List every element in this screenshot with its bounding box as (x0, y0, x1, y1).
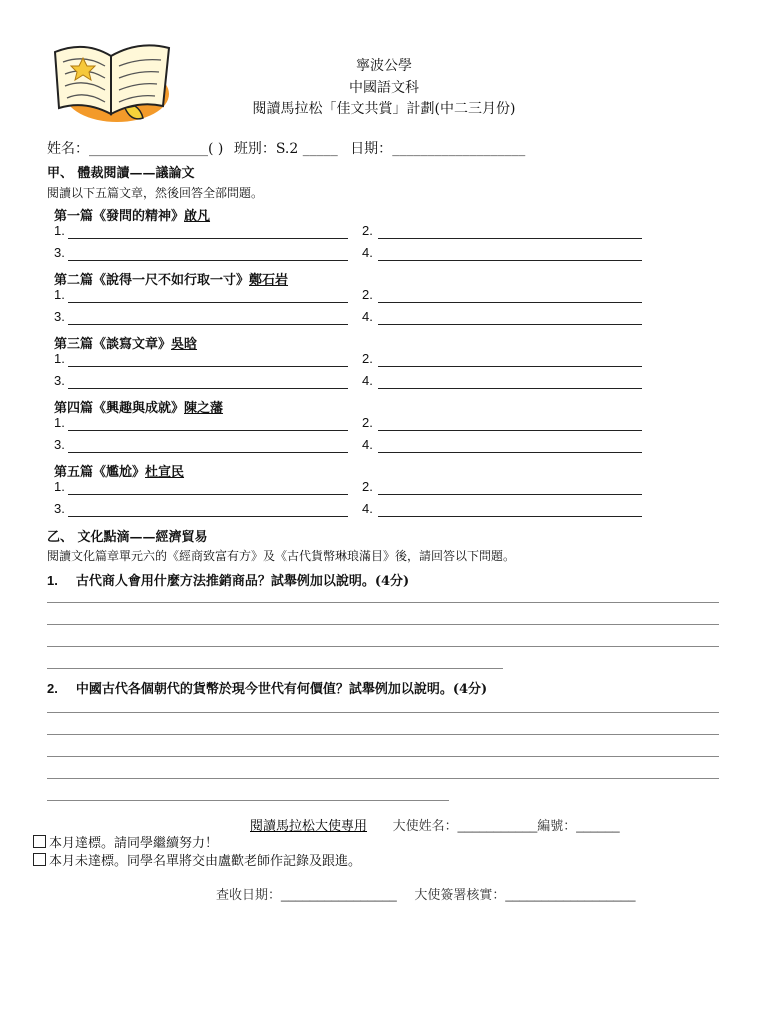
answer-number: 2. (362, 287, 373, 302)
answer-line[interactable] (378, 238, 642, 239)
article-author: 鄭石岩 (249, 273, 289, 288)
subject-name: 中國語文科 (349, 80, 419, 96)
ambassador-number-label: 編號： (537, 818, 577, 833)
answer-line[interactable] (68, 452, 348, 453)
signature-field[interactable]: __________________ (505, 887, 636, 902)
article-author: 吳晗 (171, 337, 198, 352)
article-3-title: 第三篇《談寫文章》吳晗 (54, 337, 198, 352)
answer-line[interactable] (68, 324, 348, 325)
answer-number: 1. (54, 351, 65, 366)
answer-line[interactable] (68, 516, 348, 517)
article-author: 杜宣民 (145, 465, 185, 480)
answer-line[interactable] (68, 238, 348, 239)
article-author: 陳之藩 (184, 401, 224, 416)
received-date-label: 查收日期： (216, 887, 282, 902)
section-a-instruction: 閱讀以下五篇文章，然後回答全部問題。 (47, 186, 264, 200)
answer-line[interactable] (68, 388, 348, 389)
answer-line[interactable] (47, 756, 719, 757)
answer-number: 2. (362, 415, 373, 430)
class-number-field[interactable]: ( ) (208, 141, 224, 157)
answer-line[interactable] (378, 430, 642, 431)
answer-number: 4. (362, 309, 373, 324)
answer-number: 2. (362, 479, 373, 494)
answer-number: 3. (54, 309, 65, 324)
article-author: 啟凡 (184, 209, 211, 224)
program-title: 閱讀馬拉松「佳文共賞」計劃(中二三月份) (252, 101, 516, 117)
answer-number: 4. (362, 245, 373, 260)
answer-number: 4. (362, 501, 373, 516)
school-name: 寧波公學 (356, 58, 412, 74)
answer-line[interactable] (47, 800, 449, 801)
answer-number: 3. (54, 373, 65, 388)
answer-line[interactable] (378, 302, 642, 303)
answer-line[interactable] (68, 302, 348, 303)
ambassador-use-title: 閱讀馬拉松大使專用 (250, 818, 368, 833)
answer-number: 1. (54, 223, 65, 238)
answer-number: 1. (54, 479, 65, 494)
article-5-title: 第五篇《尷尬》杜宣民 (54, 465, 185, 480)
answer-line[interactable] (47, 778, 719, 779)
signature-label: 大使簽署核實： (414, 887, 506, 902)
answer-line[interactable] (68, 260, 348, 261)
article-1-title: 第一篇《發問的精神》啟凡 (54, 209, 211, 224)
answer-line[interactable] (47, 602, 719, 603)
answer-number: 3. (54, 437, 65, 452)
answer-line[interactable] (68, 430, 348, 431)
checkbox-met[interactable] (33, 835, 46, 848)
student-info-row (47, 138, 525, 158)
checkbox-not-met[interactable] (33, 853, 46, 866)
received-date-field[interactable]: ________________ (281, 887, 397, 902)
answer-line[interactable] (47, 668, 503, 669)
name-label: 姓名： (47, 141, 89, 157)
answer-number: 2. (362, 351, 373, 366)
answer-line[interactable] (378, 260, 642, 261)
article-4-title: 第四篇《興趣與成就》陳之藩 (54, 401, 224, 416)
answer-number: 3. (54, 501, 65, 516)
option-not-met: 本月未達標。同學名單將交由盧歡老師作記錄及跟進。 (33, 850, 361, 869)
received-row (216, 884, 635, 903)
answer-number: 3. (54, 245, 65, 260)
answer-line[interactable] (378, 494, 642, 495)
ambassador-name-label: 大使姓名： (392, 818, 458, 833)
answer-line[interactable] (68, 494, 348, 495)
answer-line[interactable] (47, 734, 719, 735)
answer-number: 2. (362, 223, 373, 238)
answer-line[interactable] (378, 324, 642, 325)
answer-line[interactable] (378, 388, 642, 389)
answer-number: 1. (54, 415, 65, 430)
answer-line[interactable] (68, 366, 348, 367)
ambassador-row (250, 815, 620, 834)
answer-line[interactable] (47, 712, 719, 713)
section-b-title: 乙、 文化點滴——經濟貿易 (47, 530, 208, 545)
name-field[interactable]: _________________ (89, 141, 208, 157)
answer-line[interactable] (378, 366, 642, 367)
date-label: 日期： (350, 141, 393, 157)
answer-number: 1. (54, 287, 65, 302)
question-2: 2. 中國古代各個朝代的貨幣於現今世代有何價值？試舉例加以說明。(4分) (47, 681, 488, 697)
answer-line[interactable] (47, 624, 719, 625)
ambassador-name-field[interactable]: ___________ (457, 818, 538, 833)
question-1: 1. 古代商人會用什麼方法推銷商品？試舉例加以說明。(4分) (47, 573, 410, 589)
section-b-instruction: 閱讀文化篇章單元六的《經商致富有方》及《古代貨幣琳琅滿目》後，請回答以下問題。 (47, 549, 516, 563)
ambassador-number-field[interactable]: ______ (576, 818, 620, 833)
answer-number: 4. (362, 373, 373, 388)
section-a-title: 甲、 體裁閱讀——議論文 (47, 166, 195, 181)
answer-number: 4. (362, 437, 373, 452)
article-2-title: 第二篇《說得一尺不如行取一寸》鄭石岩 (54, 273, 289, 288)
option-met: 本月達標。請同學繼續努力！ (33, 832, 218, 851)
answer-line[interactable] (378, 516, 642, 517)
answer-line[interactable] (47, 646, 719, 647)
answer-line[interactable] (378, 452, 642, 453)
class-label[interactable]: 班別：S.2 _____ (233, 141, 338, 157)
date-field[interactable]: ___________________ (392, 141, 526, 157)
